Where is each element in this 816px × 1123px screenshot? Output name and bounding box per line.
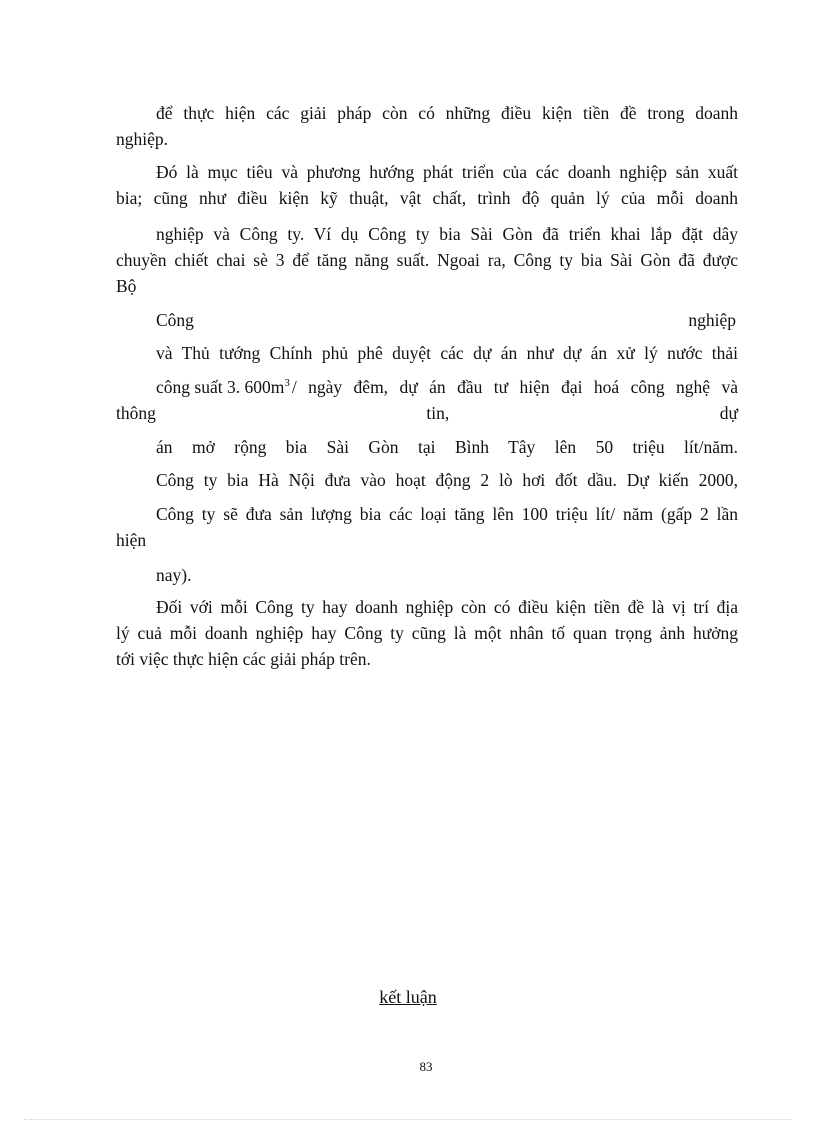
section-heading <box>0 985 816 1009</box>
text-run: / ngày đêm, dự án đầu tư hiện đại hoá công nghệ và <box>291 377 738 397</box>
text-line: chuyền chiết chai sè 3 để tăng năng suất. Ngoai ra, Công ty bia Sài Gòn đã được <box>116 250 738 270</box>
text-line: Đối với mỗi Công ty hay doanh nghiệp còn có điều kiện tiền đề là vị trí địa <box>156 597 738 617</box>
text-line: Công ty sẽ đưa sản lượng bia các loại tăng lên 100 triệu lít/ năm (gấp 2 lần <box>156 504 738 524</box>
text-line: để thực hiện các giải pháp còn có những điều kiện tiền đề trong doanh <box>156 103 738 123</box>
text-line: lý cuả mỗi doanh nghiệp hay Công ty cũng là một nhân tố quan trọng ảnh hưởng <box>116 623 738 643</box>
text-line: Bộ <box>116 276 137 296</box>
text-line: bia; cũng như điều kiện kỹ thuật, vật chất, trình độ quản lý của mỗi doanh <box>116 188 738 208</box>
text-line: và Thủ tướng Chính phủ phê duyệt các dự án như dự án xử lý nước thải <box>156 343 738 363</box>
heading-text: kết luận <box>379 987 437 1007</box>
text-line: án mở rộng bia Sài Gòn tại Bình Tây lên 50 triệu lít/năm. <box>156 437 738 457</box>
text-line: Công ty bia Hà Nội đưa vào hoạt động 2 lò hơi đốt dầu. Dự kiến 2000, <box>156 470 738 490</box>
text-line: tới việc thực hiện các giải pháp trên. <box>116 649 371 669</box>
text-line: nghiệp. <box>116 129 169 149</box>
text-line: nay). <box>156 565 192 585</box>
text-run: công suất 3. 600m <box>156 377 285 397</box>
page-number: 83 <box>419 1059 433 1074</box>
text-line: Đó là mục tiêu và phương hướng phát triển của các doanh nghiệp sản xuất <box>156 162 738 182</box>
text-line: Công nghiệp <box>156 310 736 330</box>
text-line: thông tin, dự <box>116 403 738 423</box>
text-line-with-superscript <box>156 374 738 400</box>
text-line: hiện <box>116 530 147 550</box>
page-bottom-divider <box>24 1119 792 1120</box>
text-line: nghiệp và Công ty. Ví dụ Công ty bia Sài Gòn đã triển khai lắp đặt dây <box>156 224 738 244</box>
superscript: 3 <box>284 377 290 390</box>
